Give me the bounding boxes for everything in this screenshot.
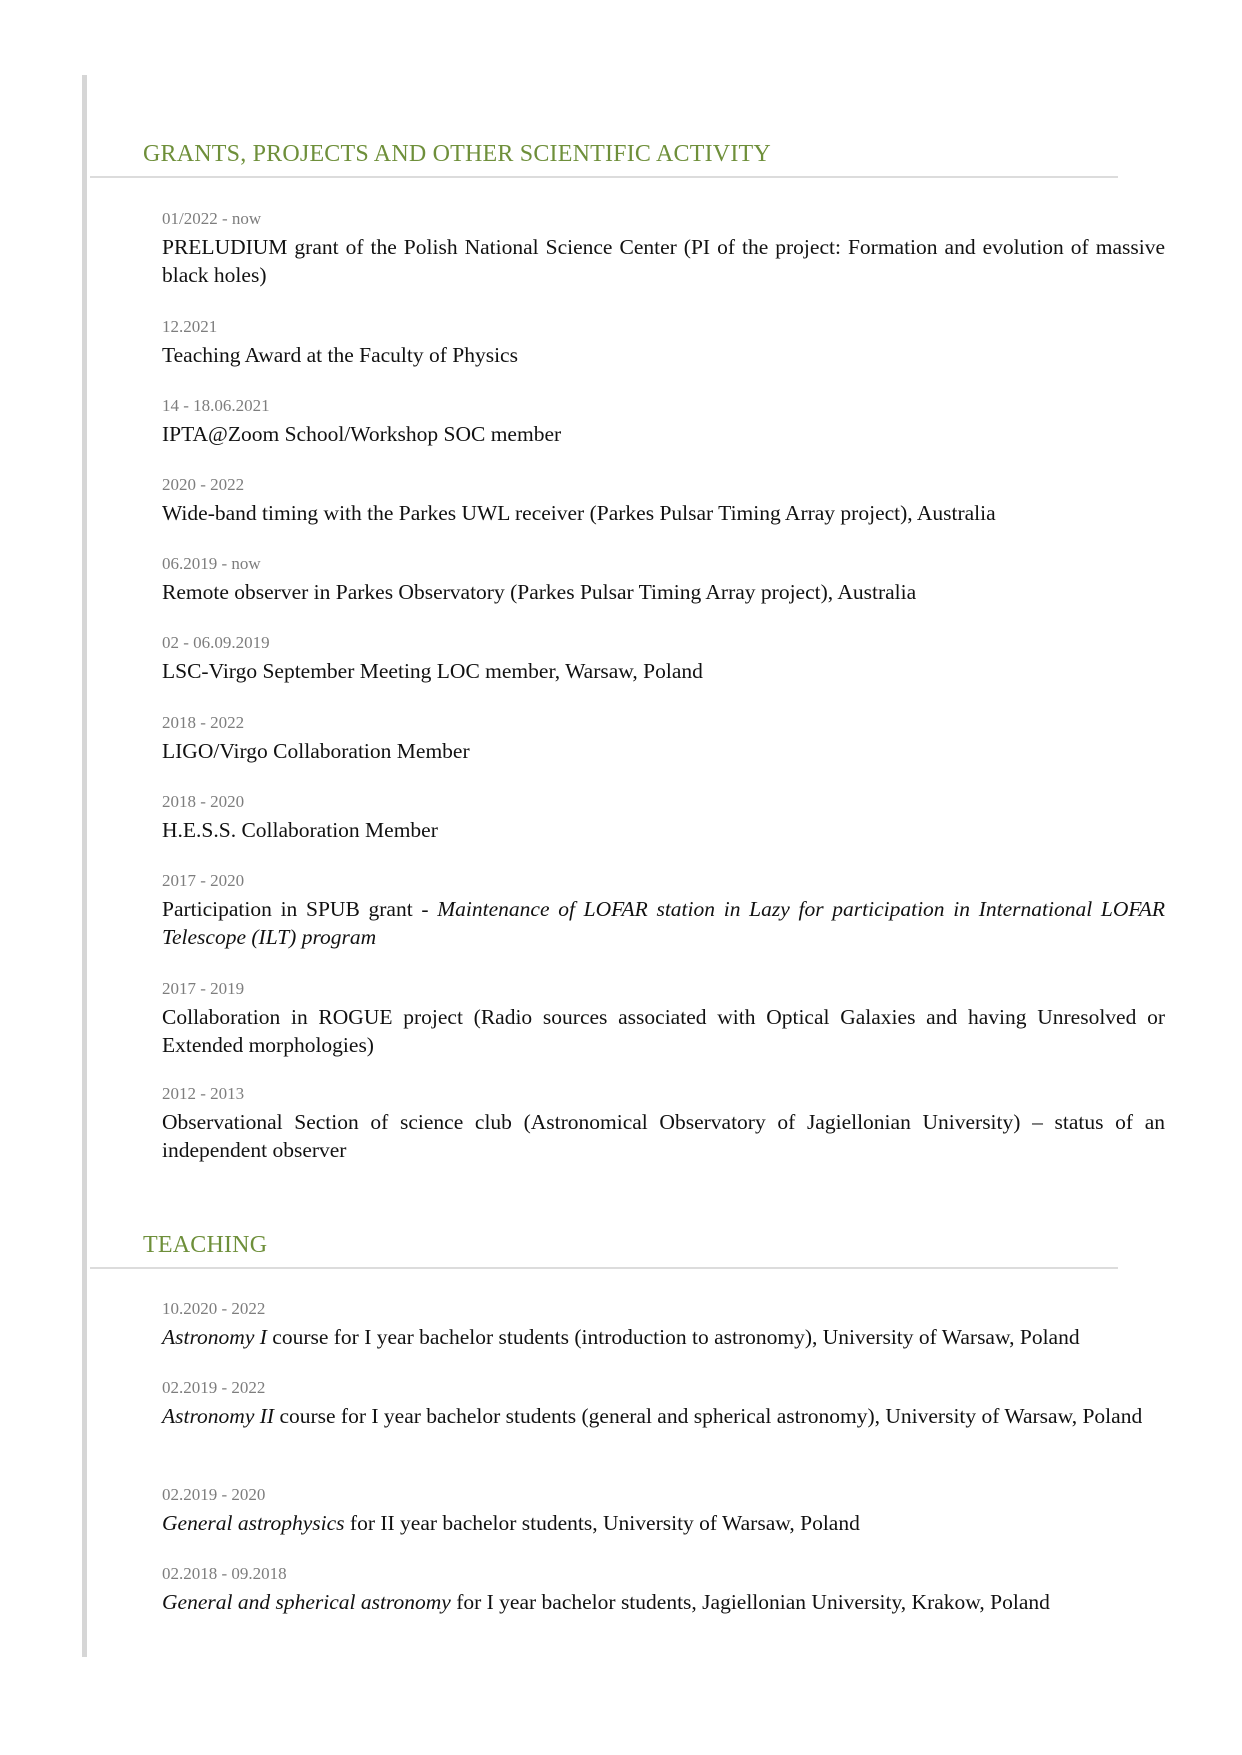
entry-date: 2012 - 2013: [162, 1084, 245, 1103]
course-details: course for I year bachelor students (general and spherical astronomy), University of Warsaw, Poland: [274, 1404, 1143, 1428]
entry-description: Wide-band timing with the Parkes UWL receiver (Parkes Pulsar Timing Array project), Australia: [162, 501, 996, 525]
grant-entry: [162, 395, 1165, 448]
grant-entry: [162, 553, 1165, 606]
course-details: for II year bachelor students, University of Warsaw, Poland: [344, 1511, 860, 1535]
section-divider-grants: [90, 176, 1118, 178]
entry-description-prefix: Participation in SPUB grant -: [162, 897, 438, 921]
entry-description: [162, 1588, 1165, 1616]
entry-description: Collaboration in ROGUE project (Radio sources associated with Optical Galaxies and having Unresolved or Extended morphologies): [162, 1005, 1165, 1057]
page-left-border: [82, 75, 87, 1657]
course-name: General astrophysics: [162, 1511, 345, 1535]
entry-description: [162, 1509, 1165, 1537]
entry-description: [162, 1323, 1165, 1351]
entry-description: LIGO/Virgo Collaboration Member: [162, 739, 470, 763]
entry-date: 02.2019 - 2020: [162, 1485, 266, 1504]
grant-entry: [162, 632, 1165, 685]
entry-date: 14 - 18.06.2021: [162, 396, 270, 415]
entry-description: LSC-Virgo September Meeting LOC member, Warsaw, Poland: [162, 659, 703, 683]
course-name: General and spherical astronomy: [162, 1590, 451, 1614]
entry-description: Teaching Award at the Faculty of Physics: [162, 343, 518, 367]
entry-description: Remote observer in Parkes Observatory (Parkes Pulsar Timing Array project), Australia: [162, 580, 917, 604]
grant-entry: [162, 208, 1165, 289]
teaching-entry: [162, 1377, 1165, 1430]
entry-date: 2018 - 2022: [162, 713, 245, 732]
entry-date: 10.2020 - 2022: [162, 1299, 266, 1318]
entry-description: Observational Section of science club (Astronomical Observatory of Jagiellonian University) – status of an independent observer: [162, 1110, 1165, 1162]
entry-description: [162, 1402, 1165, 1430]
entry-date: 02 - 06.09.2019: [162, 633, 270, 652]
entry-date: 2017 - 2020: [162, 871, 245, 890]
teaching-entry: [162, 1484, 1165, 1537]
entry-date: 2020 - 2022: [162, 475, 245, 494]
course-name: Astronomy II: [162, 1404, 275, 1428]
grant-entry: [162, 870, 1165, 951]
entry-date: 2018 - 2020: [162, 792, 245, 811]
course-name: Astronomy I: [162, 1325, 267, 1349]
grant-entry: [162, 791, 1165, 844]
grant-entry: [162, 712, 1165, 765]
grant-entry: [162, 978, 1165, 1059]
grant-entry: [162, 474, 1165, 527]
entry-date: 02.2018 - 09.2018: [162, 1564, 287, 1583]
grant-entry: [162, 1083, 1165, 1164]
entry-description: H.E.S.S. Collaboration Member: [162, 818, 438, 842]
entry-description: [162, 895, 1165, 951]
entry-date: 01/2022 - now: [162, 209, 262, 228]
entry-description: PRELUDIUM grant of the Polish National Science Center (PI of the project: Formation and evolution of massive black holes): [162, 235, 1165, 287]
entry-date: 12.2021: [162, 317, 218, 336]
entry-date: 02.2019 - 2022: [162, 1378, 266, 1397]
teaching-entry: [162, 1563, 1165, 1616]
grant-entry: [162, 316, 1165, 369]
entry-description-italic: Maintenance of LOFAR station in Lazy for participation in International LOFAR Telescope (ILT) program: [162, 897, 1165, 949]
course-details: course for I year bachelor students (introduction to astronomy), University of Warsaw, Poland: [266, 1325, 1080, 1349]
section-title-grants: GRANTS, PROJECTS AND OTHER SCIENTIFIC ACTIVITY: [143, 141, 771, 167]
entry-description: IPTA@Zoom School/Workshop SOC member: [162, 422, 562, 446]
entry-date: 06.2019 - now: [162, 554, 261, 573]
teaching-entry: [162, 1298, 1165, 1351]
section-divider-teaching: [90, 1267, 1118, 1269]
course-details: for I year bachelor students, Jagiellonian University, Krakow, Poland: [450, 1590, 1050, 1614]
section-title-teaching: TEACHING: [143, 1232, 268, 1258]
entry-date: 2017 - 2019: [162, 979, 245, 998]
